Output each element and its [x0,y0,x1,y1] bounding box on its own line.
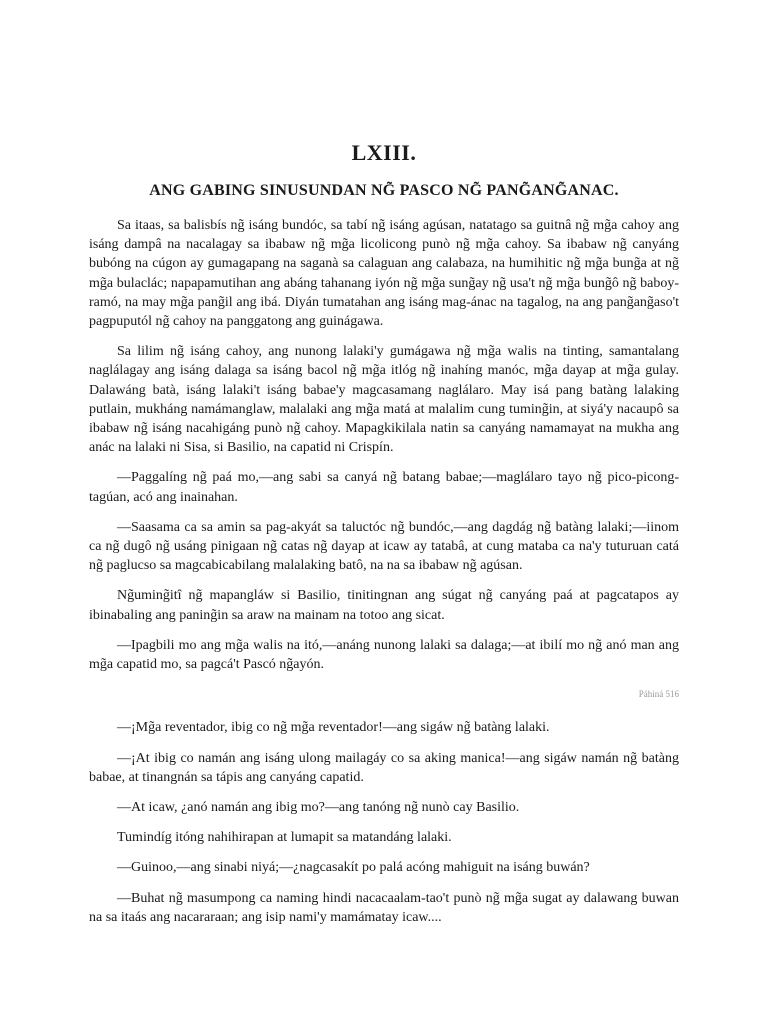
page-number-label: Páhiná 516 [638,689,679,700]
paragraph: —Ipagbili mo ang mg̃a walis na itó,—anáng nunong lalaki sa dalaga;—at ibilí mo ng̃ anó man ang mg̃a capatid mo, sa pagcá't Pascó ng̃ayón. [89,637,679,673]
chapter-title: ANG GABING SINUSUNDAN NG̃ PASCO NG̃ PANG̃ANG̃ANAC. [149,182,619,199]
paragraph: —¡Mg̃a reventador, ibig co ng̃ mg̃a reventador!—ang sigáw ng̃ batàng lalaki. [117,720,550,736]
paragraph: —Buhat ng̃ masumpong ca naming hindi nacacaalam-tao't punò ng̃ mg̃a sugat ay dalawang buwan na sa itaás ang nacararaan; ang isip nami'y mamámatay icaw.... [89,890,679,925]
paragraph: —Saasama ca sa amin sa pag-akyát sa taluctóc ng̃ bundóc,—ang dagdág ng̃ batàng lalaki;—iinom ca ng̃ dugô ng̃ usáng pinigaan ng̃ catas ng̃ dayap at icaw ay tatabâ, at cung mataba ca na'y tuturuan catá ng̃ paglucso sa magcabicabilang malalaking batô, na na sa ibabaw ng̃ agúsan. [89,519,679,574]
paragraph: Ng̃uming̃itî ng̃ mapangláw si Basilio, tinitingnan ang súgat ng̃ canyáng paá at pagcatapos ay ibinabaling ang paning̃in sa araw na mainam na totoo ang sicat. [89,588,679,623]
paragraph: —Paggalíng ng̃ paá mo,—ang sabi sa canyá ng̃ batang babae;—maglálaro tayo ng̃ pico-picong-tagúan, acó ang inainahan. [89,470,679,505]
paragraph: —¡At ibig co namán ang isáng ulong mailagáy co sa aking manica!—ang sigáw namán ng̃ batàng babae, at tinangnán sa tápis ang canyáng capatid. [89,750,679,785]
paragraph: —Guinoo,—ang sinabi niyá;—¿nagcasakít po palá acóng mahiguit na isáng buwán? [117,860,590,876]
paragraph: Sa itaas, sa balisbís ng̃ isáng bundóc, sa tabí ng̃ isáng agúsan, natatago sa guitnâ ng̃ mg̃a cahoy ang isáng dampâ na nacalagay sa ibabaw ng̃ mg̃a licolicong punò ng̃ mg̃a cahoy. Sa ibabaw ng̃ canyáng bubóng na cúgon ay gumagapang na saganà sa calaguan ang calabaza, na humihitic ng̃ mg̃a bung̃a at ng̃ mg̃a bulaclác; napapamutihan ang abáng tahanang iyón ng̃ mg̃a sung̃ay ng̃ usa't ng̃ mg̃a bung̃ô ng̃ baboy-ramó, na may mg̃a pang̃il ang ibá. Diyán tumatahan ang isáng mag-ánac na tagalog, na ang pang̃ang̃aso't pagpuputól ng̃ cahoy na panggatong ang guinágawa. [89,218,679,330]
chapter-body [89,216,679,938]
paragraph: Tumindíg itóng nahihirapan at lumapit sa matandáng lalaki. [117,830,452,846]
paragraph: Sa lilim ng̃ isáng cahoy, ang nunong lalaki'y gumágawa ng̃ mg̃a walis na tinting, samantalang naglálagay ang isáng dalaga sa isáng bacol ng̃ mg̃a itlóg ng̃ inahíng manóc, mg̃a dayap at mg̃a gulay. Dalawáng batà, isáng lalaki't isáng babae'y magcasamang naglálaro. May isá pang batàng lalaking putlain, mukháng namámanglaw, malalaki ang mg̃a matá at malalim cung tuming̃in, at siyá'y nacaupô sa ibabaw ng̃ isáng nacahigáng punò ng̃ cahoy. Mapagkikilala natin sa canyáng namamayat na mukha ang anác na lalaki ni Sisa, si Basilio, na capatid ni Crispín. [89,344,679,456]
chapter-number: LXIII. [351,140,417,165]
paragraph: —At icaw, ¿anó namán ang ibig mo?—ang tanóng ng̃ nunò cay Basilio. [117,800,520,816]
